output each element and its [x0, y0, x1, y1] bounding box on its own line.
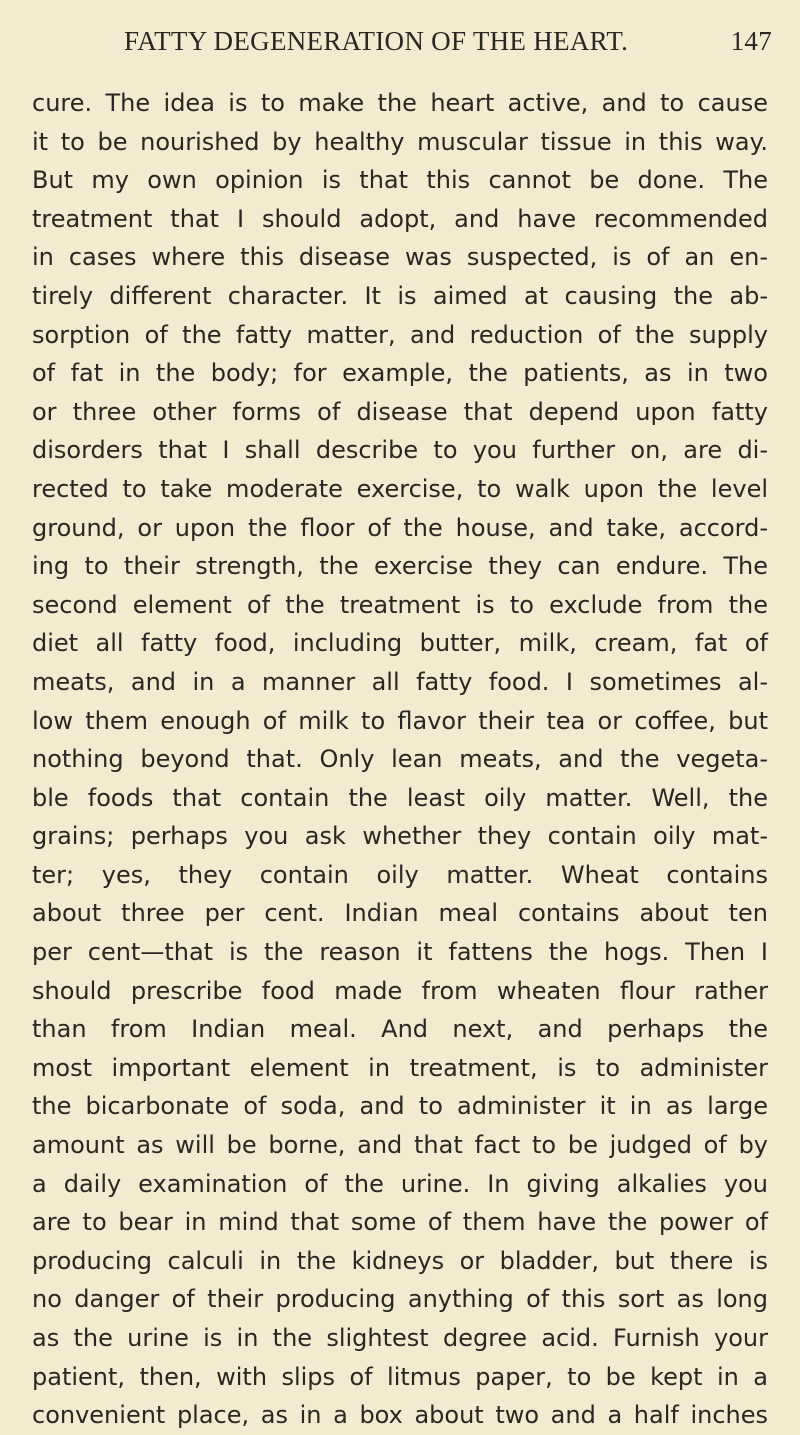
text-line: the bicarbonate of soda, and to administer it in as large: [32, 1092, 768, 1121]
text-line: per cent—that is the reason it fattens the hogs. Then I: [32, 938, 768, 967]
text-line: producing calculi in the kidneys or bladder, but there is: [32, 1246, 768, 1275]
text-line: ter; yes, they contain oily matter. Wheat contains: [32, 860, 768, 889]
page-number: 147: [730, 26, 772, 56]
text-line: diet all fatty food, including butter, milk, cream, fat of: [32, 629, 768, 658]
running-head-title: FATTY DEGENERATION OF THE HEART.: [124, 26, 629, 56]
text-line: second element of the treatment is to exclude from the: [32, 590, 768, 619]
text-line: ble foods that contain the least oily matter. Well, the: [32, 783, 768, 812]
text-line: But my own opinion is that this cannot be done. The: [32, 166, 768, 195]
text-line: are to bear in mind that some of them have the power of: [32, 1208, 768, 1237]
text-line: of fat in the body; for example, the patients, as in two: [32, 359, 768, 388]
body-text: [32, 84, 768, 1435]
text-line: ing to their strength, the exercise they can endure. The: [32, 552, 768, 581]
text-line: or three other forms of disease that depend upon fatty: [32, 397, 768, 426]
text-line: than from Indian meal. And next, and perhaps the: [32, 1015, 768, 1044]
text-line: a daily examination of the urine. In giving alkalies you: [32, 1169, 768, 1198]
text-line: ground, or upon the floor of the house, and take, accord-: [32, 513, 768, 542]
running-head: [124, 26, 772, 66]
text-line: disorders that I shall describe to you further on, are di-: [32, 436, 768, 465]
text-line: in cases where this disease was suspected, is of an en-: [32, 243, 768, 272]
text-line: cure. The idea is to make the heart active, and to cause: [32, 89, 768, 117]
text-line: as the urine is in the slightest degree acid. Furnish your: [32, 1324, 768, 1352]
text-line: amount as will be borne, and that fact to be judged of by: [32, 1131, 768, 1160]
text-line: patient, then, with slips of litmus paper, to be kept in a: [32, 1362, 768, 1391]
text-line: nothing beyond that. Only lean meats, and the vegeta-: [32, 745, 768, 774]
text-line: low them enough of milk to flavor their tea or coffee, but: [32, 706, 768, 735]
text-line: meats, and in a manner all fatty food. I sometimes al-: [32, 667, 768, 696]
text-line: tirely different character. It is aimed at causing the ab-: [32, 281, 768, 310]
text-line: grains; perhaps you ask whether they contain oily mat-: [32, 822, 768, 851]
text-line: convenient place, as in a box about two and a half inches: [32, 1401, 768, 1430]
text-line: treatment that I should adopt, and have recommended: [32, 204, 768, 233]
text-line: it to be nourished by healthy muscular tissue in this way.: [32, 127, 768, 156]
text-line: should prescribe food made from wheaten flour rather: [32, 976, 768, 1005]
text-line: no danger of their producing anything of this sort as long: [32, 1285, 768, 1314]
text-line: rected to take moderate exercise, to walk upon the level: [32, 474, 768, 503]
text-line: about three per cent. Indian meal contains about ten: [32, 899, 768, 928]
text-line: most important element in treatment, is to administer: [32, 1053, 768, 1082]
text-line: sorption of the fatty matter, and reduction of the supply: [32, 320, 768, 349]
